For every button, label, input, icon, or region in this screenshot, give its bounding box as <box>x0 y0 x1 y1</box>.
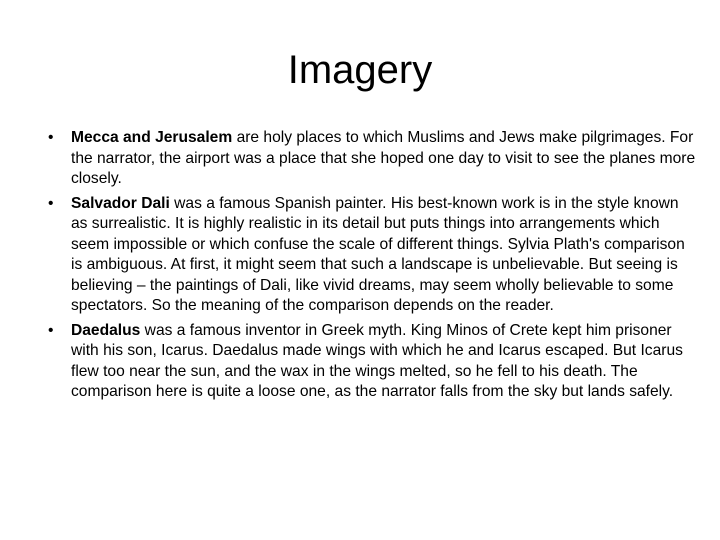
bullet-term: Daedalus <box>71 321 141 339</box>
bullet-item-daedalus <box>48 321 696 403</box>
bullet-term: Mecca and Jerusalem <box>71 129 233 146</box>
bullet-text: was a famous inventor in Greek myth. King Minos of Crete kept him prisoner with his son, Icarus. Daedalus made wings with which he and Icarus escaped. But Icarus flew too near the sun, and the wax in the wings melted, so he fell to his death. The comparison here is quite a loose one, as the narrator falls from the sky but lands safely. <box>71 321 683 400</box>
bullet-icon: • <box>48 321 54 339</box>
slide-title: Imagery <box>287 48 433 92</box>
bullet-icon: • <box>48 129 54 146</box>
bullet-term: Salvador Dali <box>71 194 170 212</box>
bullet-item-dali <box>48 194 696 317</box>
bullet-text: was a famous Spanish painter. His best-known work is in the style known as surrealistic. It is highly realistic in its detail but puts things into arrangements which seem impossible or which confuse the scale of different things. Sylvia Plath's comparison is ambiguous. At first, it might seem that such a landscape is unbelievable. But seeing is believing – the paintings of Dali, like vivid dreams, may seem wholly believable to some spectators. So the meaning of the comparison depends on the reader. <box>71 194 685 314</box>
bullet-item-mecca <box>48 128 696 190</box>
bullet-text: are holy places to which Muslims and Jews make pilgrimages. For the narrator, the airport was a place that she hoped one day to visit to see the planes more closely. <box>71 129 696 187</box>
bullet-list <box>48 128 696 407</box>
bullet-icon: • <box>48 194 54 212</box>
